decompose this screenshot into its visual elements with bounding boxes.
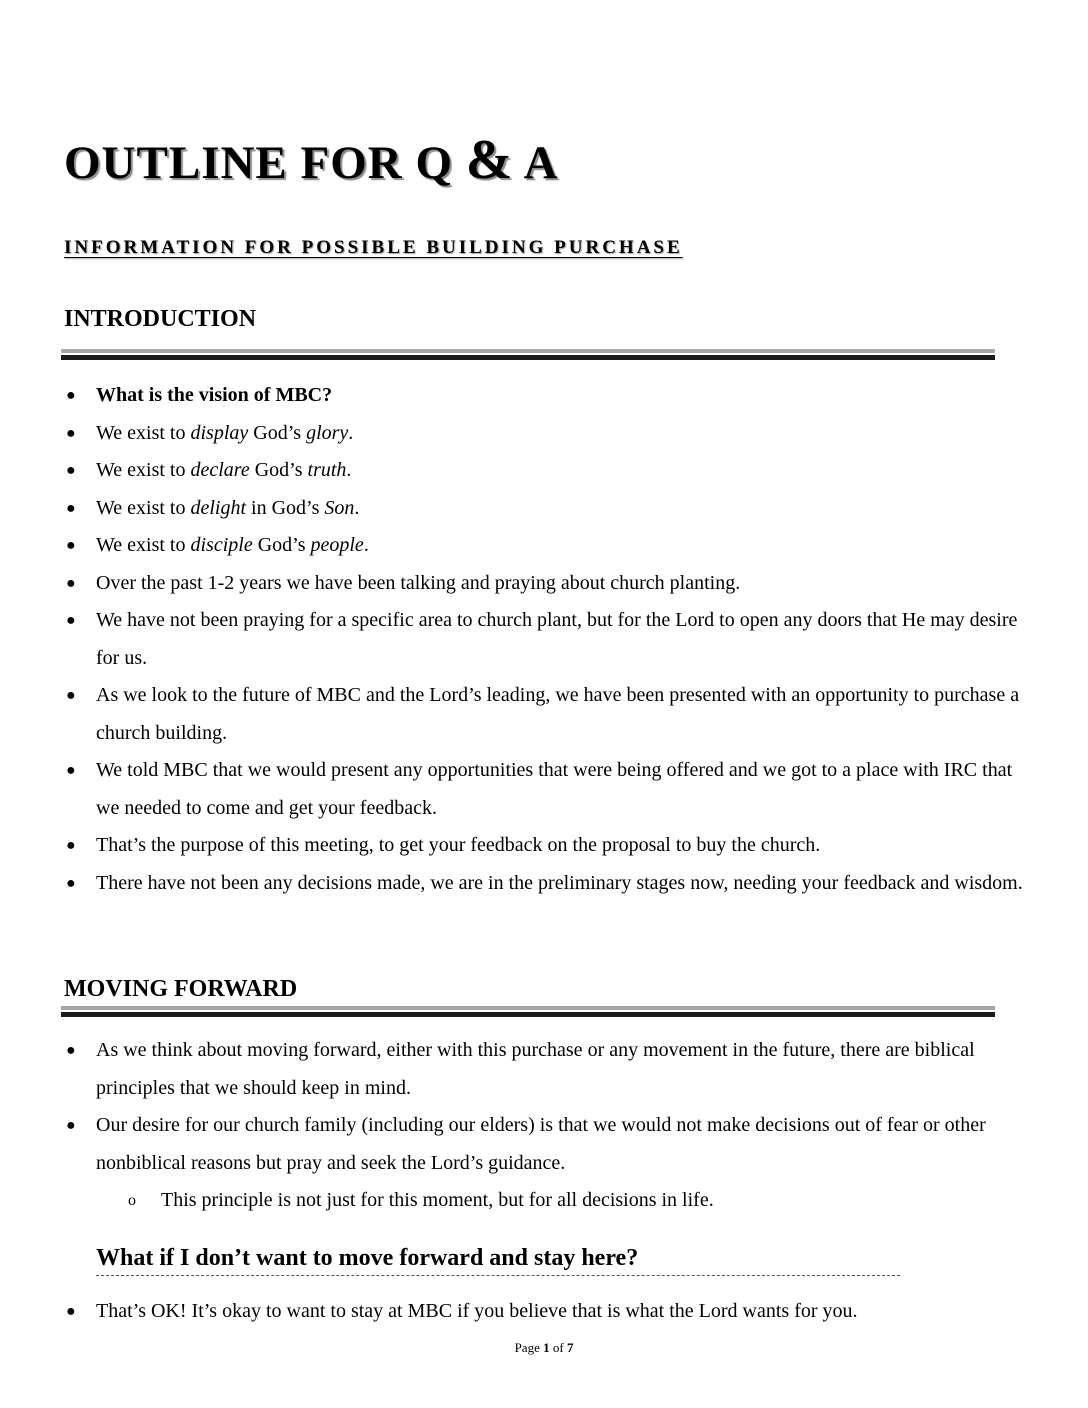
bullet-icon: ●	[66, 537, 76, 554]
list-item: ● As we think about moving forward, either with this purchase or any movement in the future, there are biblical principles that we should keep in mind.	[64, 1032, 1024, 1107]
list-item: ● Our desire for our church family (including our elders) is that we would not make decisions out of fear or other nonbiblical reasons but pray and seek the Lord’s guidance.	[64, 1107, 1024, 1182]
sub-list-item: o This principle is not just for this moment, but for all decisions in life.	[64, 1182, 1024, 1220]
list-item: ● That’s OK! It’s okay to want to stay at MBC if you believe that is what the Lord wants for you.	[64, 1293, 1024, 1331]
moving-forward-list	[64, 1032, 1024, 1220]
title-ampersand: &	[465, 129, 514, 191]
list-item: ● We exist to delight in God’s Son.	[64, 490, 1024, 528]
stay-here-underline	[96, 1275, 900, 1276]
list-item: ● We have not been praying for a specific area to church plant, but for the Lord to open any doors that He may desire for us.	[64, 602, 1024, 677]
bullet-icon: ●	[66, 424, 76, 442]
bullet-icon: ●	[66, 874, 76, 892]
bullet-icon: ●	[66, 499, 76, 517]
stay-here-list	[64, 1293, 1024, 1331]
page-footer: Page 1 of 7	[514, 1340, 574, 1355]
moving-forward-divider	[61, 1006, 995, 1018]
introduction-heading: INTRODUCTION	[64, 306, 257, 332]
introduction-divider	[61, 349, 995, 361]
list-item: ● We exist to declare God’s truth.	[64, 452, 1024, 490]
document-subtitle: INFORMATION FOR POSSIBLE BUILDING PURCHASE	[64, 237, 683, 258]
title-text: OUTLINE FOR Q	[64, 137, 466, 189]
vision-question: What is the vision of MBC?	[96, 384, 333, 406]
list-item	[64, 377, 1024, 415]
list-item: ● We told MBC that we would present any opportunities that were being offered and we got to a place with IRC that we needed to come and get your feedback.	[64, 752, 1024, 827]
bullet-icon: ●	[66, 762, 76, 779]
bullet-icon: ●	[66, 1042, 76, 1059]
list-item: ● Over the past 1-2 years we have been talking and praying about church planting.	[64, 565, 1024, 603]
bullet-icon: ●	[66, 1117, 76, 1134]
list-item: ● That’s the purpose of this meeting, to get your feedback on the proposal to buy the church.	[64, 827, 1024, 865]
list-item: ● There have not been any decisions made, we are in the preliminary stages now, needing your feedback and wisdom.	[64, 865, 1024, 903]
bullet-icon: ●	[66, 837, 76, 854]
introduction-list	[64, 377, 1024, 902]
document-title	[64, 128, 559, 192]
bullet-icon: ●	[66, 462, 76, 479]
stay-here-heading: What if I don’t want to move forward and stay here?	[96, 1245, 639, 1271]
list-item: ● We exist to display God’s glory.	[64, 415, 1024, 453]
bullet-icon: ●	[66, 574, 76, 592]
total-page-count: 7	[566, 1340, 574, 1355]
bullet-icon: ●	[66, 612, 76, 629]
list-item: ● As we look to the future of MBC and the Lord’s leading, we have been presented with an opportunity to purchase a church building.	[64, 677, 1024, 752]
moving-forward-heading: MOVING FORWARD	[64, 976, 298, 1002]
bullet-icon: ●	[66, 387, 76, 404]
bullet-icon: ●	[66, 1303, 76, 1320]
list-item: ● We exist to disciple God’s people.	[64, 527, 1024, 565]
bullet-icon: ●	[66, 687, 76, 704]
title-text-end: A	[513, 137, 559, 189]
current-page-number: 1	[543, 1340, 550, 1355]
circle-bullet-icon: o	[128, 1192, 136, 1209]
